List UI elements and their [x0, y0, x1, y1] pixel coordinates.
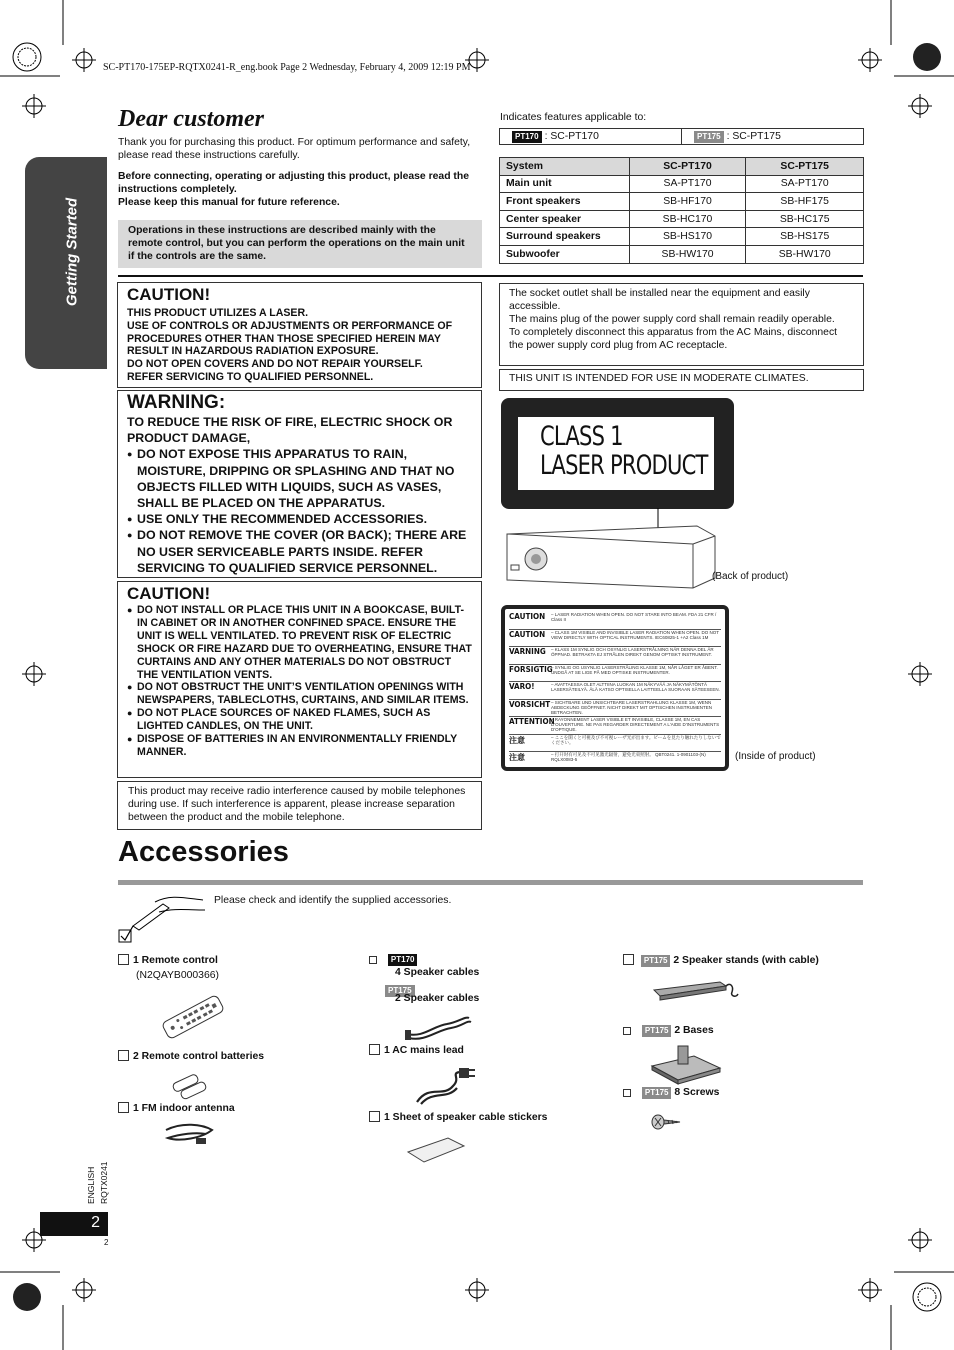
inside-of-product-caption: (Inside of product): [735, 751, 816, 762]
section-divider: [118, 275, 863, 277]
operations-note: Operations in these instructions are described mainly with the remote control, but you can perform the operations on the main unit if the controls are the same.: [118, 220, 482, 268]
checkbox[interactable]: [369, 1044, 380, 1055]
table-row: [500, 158, 864, 176]
screws-label: 8 Screws: [674, 1087, 720, 1098]
warning-label-key: VARO!: [509, 682, 535, 691]
caution-bullet: ● DISPOSE OF BATTERIES IN AN ENVIRONMENTALLY FRIENDLY MANNER.: [127, 733, 472, 759]
pt170-badge: PT170: [512, 131, 542, 143]
warning-label-row: [509, 700, 721, 718]
remote-control-image: [160, 988, 226, 1046]
pt175-badge: PT175: [642, 1025, 672, 1037]
table-cell: SB-HF175: [746, 193, 864, 211]
pt175-badge: PT175: [642, 1087, 672, 1099]
remote-control-part-number: (N2QAYB000366): [136, 970, 219, 981]
pen-check-icon: [115, 892, 207, 946]
caution-line: USE OF CONTROLS OR ADJUSTMENTS OR PERFORMANCE OF: [127, 319, 453, 332]
fm-antenna-image: [162, 1120, 216, 1150]
warning-label-text: – SICHTBARE UND UNSICHTBARE LASERSTRAHLUNG KLASSE 1M, WENN ABDECKUNG GEÖFFNET. NICHT DIREKT MIT OPTISCHEN INSTRUMENTEN BETRACHTEN.: [551, 699, 713, 715]
table-cell: Surround speakers: [500, 228, 630, 246]
stickers-item: [369, 1111, 547, 1123]
table-cell: SC-PT170: [629, 158, 746, 176]
base-image: [648, 1042, 724, 1088]
product-back-illustration: [503, 508, 723, 592]
warning-label-row: [509, 735, 721, 753]
pt175-legend: [681, 129, 863, 144]
table-cell: System: [500, 158, 630, 176]
checkbox[interactable]: [369, 1111, 380, 1122]
small-page-number: 2: [104, 1238, 109, 1247]
fm-antenna-item: [118, 1102, 235, 1114]
speaker-cables-pt175-label: 2 Speaker cables: [395, 993, 480, 1004]
checkbox[interactable]: [118, 1050, 129, 1061]
remote-control-label: 1 Remote control: [133, 955, 218, 966]
accessories-divider: [118, 880, 863, 885]
caution-line: THIS PRODUCT UTILIZES A LASER.: [127, 307, 309, 319]
language-label: ENGLISH: [86, 1166, 96, 1204]
climate-note: THIS UNIT IS INTENDED FOR USE IN MODERATE CLIMATES.: [499, 369, 864, 391]
warning-label-key: VARNING: [509, 647, 546, 656]
table-cell: SB-HW170: [629, 245, 746, 263]
pt170-legend: [500, 129, 681, 144]
checkbox[interactable]: [623, 1027, 631, 1035]
table-row: [500, 193, 864, 211]
warning-label-row: [509, 752, 721, 770]
screws-item: [623, 1087, 719, 1099]
ac-mains-lead-label: 1 AC mains lead: [384, 1045, 464, 1056]
table-row: [500, 175, 864, 193]
keep-manual-note: Please keep this manual for future reference.: [118, 197, 340, 208]
checkbox[interactable]: [623, 954, 634, 965]
checkbox[interactable]: [623, 1089, 631, 1097]
interference-note: This product may receive radio interference caused by mobile telephones during use. If such interference is apparent, please increase separation between the product and the mobile telephone.: [117, 781, 482, 830]
laser-label-line1: CLASS 1: [540, 421, 623, 452]
features-label: Indicates features applicable to:: [500, 112, 647, 123]
read-instructions-note: Before connecting, operating or adjusting this product, please read the instructions completely.: [118, 171, 470, 195]
table-cell: SA-PT170: [629, 175, 746, 193]
accessories-heading: Accessories: [118, 836, 289, 868]
table-cell: SC-PT175: [746, 158, 864, 176]
warning-label-key: ATTENTION: [509, 717, 555, 726]
speaker-cables-pt170-label: 4 Speaker cables: [395, 967, 480, 978]
warning-label-text: – CLASS 1M VISIBLE AND INVISIBLE LASER RADIATION WHEN OPEN. DO NOT VIEW DIRECTLY WITH OPTICAL INSTRUMENTS. IEC60825-1 +A2 Class 1M: [551, 629, 719, 640]
warning-label-key: CAUTION: [509, 629, 546, 639]
accessories-intro: Please check and identify the supplied accessories.: [214, 895, 452, 906]
speaker-stands-item: [623, 954, 819, 967]
pt175-badge: PT175: [385, 985, 415, 997]
warning-label-text: – ここを開くと可視及び不可視レーザ光が出ます。ビームを見たり触れたりしないでください。: [551, 734, 721, 745]
class1-laser-label-text: [518, 417, 714, 490]
remote-control-item: [118, 954, 218, 966]
stickers-label: 1 Sheet of speaker cable stickers: [384, 1112, 548, 1123]
warning-label-row: [509, 717, 721, 735]
page-number: 2: [40, 1212, 108, 1236]
warning-label-key: CAUTION: [509, 612, 546, 621]
system-spec-table: [499, 157, 864, 264]
pt170-badge: PT170: [388, 954, 418, 966]
caution-bullet: ● DO NOT INSTALL OR PLACE THIS UNIT IN A BOOKCASE, BUILT-IN CABINET OR IN ANOTHER CONFINED SPACE. ENSURE THE UNIT IS WELL VENTILATED. TO PREVENT RISK OF ELECTRIC SHOCK OR FIRE HAZARD DUE TO OVERHEATING, ENSURE THAT CURTAINS AND ANY OTHER MATERIALS DO NOT OBSTRUCT THE VENTILATION VENTS.: [127, 604, 472, 681]
speaker-stands-label: 2 Speaker stands (with cable): [673, 955, 819, 966]
table-cell: SB-HS170: [629, 228, 746, 246]
warning-label-text: – KLASS 1M SYNLIG OCH OSYNLIG LASERSTRÅLNING NÄR DENNA DEL ÄR ÖPPNAD. BETRAKTA EJ STRÅLEN DIREKT GENOM OPTISKT INSTRUMENT.: [551, 647, 714, 658]
caution-line: DO NOT OPEN COVERS AND DO NOT REPAIR YOURSELF.: [127, 358, 423, 371]
file-header-line: SC-PT170-175EP-RQTX0241-R_eng.book Page 2 Wednesday, February 4, 2009 12:19 PM: [103, 62, 471, 73]
bases-item: [623, 1025, 714, 1037]
batteries-image: [170, 1070, 214, 1100]
warning-box: [117, 390, 482, 578]
table-cell: Center speaker: [500, 210, 630, 228]
table-row: [500, 245, 864, 263]
model-legend: [499, 128, 864, 145]
warning-label-text: – LASER RADIATION WHEN OPEN. DO NOT STARE INTO BEAM. FDA 21 CFR / Class II: [551, 612, 717, 623]
sticker-sheet-image: [404, 1134, 468, 1164]
fm-antenna-label: 1 FM indoor antenna: [133, 1103, 235, 1114]
speaker-stand-image: [650, 976, 740, 1004]
table-cell: SB-HS175: [746, 228, 864, 246]
document-code: RQTX0241: [99, 1161, 109, 1204]
speaker-cables-item: [369, 954, 417, 966]
pt175-badge: PT175: [641, 955, 671, 967]
warning-label-row: [509, 630, 721, 648]
warning-label-key: VORSICHT: [509, 699, 551, 709]
warning-label-key: FORSIGTIG: [509, 664, 553, 674]
speaker-cables-image: [403, 1012, 473, 1042]
caution-line: REFER SERVICING TO QUALIFIED PERSONNEL.: [127, 370, 374, 383]
warning-label-row: [509, 647, 721, 665]
caution-title: CAUTION!: [127, 285, 211, 304]
checkbox[interactable]: [118, 954, 129, 965]
warning-title: WARNING:: [127, 392, 226, 413]
pt175-model: : SC-PT175: [726, 131, 781, 142]
screw-image: [650, 1112, 684, 1132]
warning-label-row: [509, 665, 721, 683]
warning-label-row: [509, 612, 721, 630]
warning-bullet: ● USE ONLY THE RECOMMENDED ACCESSORIES.: [127, 511, 472, 527]
warning-label-key: 注意: [509, 735, 525, 745]
warning-bullet: ● DO NOT EXPOSE THIS APPARATUS TO RAIN, MOISTURE, DRIPPING OR SPLASHING AND THAT NO OBJECTS FILLED WITH LIQUIDS, SUCH AS VASES, SHALL BE PLACED ON THE APPARATUS.: [127, 446, 472, 511]
warning-intro: TO REDUCE THE RISK OF FIRE, ELECTRIC SHOCK OR PRODUCT DAMAGE,: [127, 415, 453, 446]
laser-label-line2: LASER PRODUCT: [540, 450, 708, 481]
dear-customer-heading: Dear customer: [118, 106, 264, 132]
warning-label-row: [509, 682, 721, 700]
intro-text: Thank you for purchasing this product. For optimum performance and safety, please read these instructions carefully.: [118, 137, 471, 161]
ac-mains-lead-image: [413, 1064, 477, 1108]
table-cell: SB-HF170: [629, 193, 746, 211]
caution-line: PROCEDURES OTHER THAN THOSE SPECIFIED HEREIN MAY: [127, 332, 441, 345]
warning-bullet: ● DO NOT REMOVE THE COVER (OR BACK); THERE ARE NO USER SERVICEABLE PARTS INSIDE. REFER SERVICING TO QUALIFIED SERVICE PERSONNEL.: [127, 527, 472, 576]
ac-mains-lead-item: [369, 1044, 464, 1056]
table-cell: SB-HC170: [629, 210, 746, 228]
caution-title: CAUTION!: [127, 584, 211, 603]
back-of-product-caption: (Back of product): [712, 571, 789, 582]
table-row: [500, 228, 864, 246]
table-cell: SA-PT170: [746, 175, 864, 193]
table-cell: Subwoofer: [500, 245, 630, 263]
caution-bullet: ● DO NOT PLACE SOURCES OF NAKED FLAMES, SUCH AS LIGHTED CANDLES, ON THE UNIT.: [127, 707, 472, 733]
batteries-item: [118, 1050, 264, 1062]
table-row: [500, 210, 864, 228]
caution-laser-text: [127, 307, 472, 384]
table-cell: SB-HW170: [746, 245, 864, 263]
table-cell: SB-HC175: [746, 210, 864, 228]
warning-label-text: – SYNLIG OG USYNLIG LASERSTRÅLING KLASSE 1M, NÅR LÅGET ER ÅBENT. UNDGÅ AT SE LIGE PÅ MED OPTISKE INSTRUMENTER.: [551, 664, 718, 675]
checkbox[interactable]: [118, 1102, 129, 1113]
warning-label-text: – AVATTAESSA OLET ALTTIINA LUOKAN 1M NÄKYVÄÄ JA NÄKYMÄTÖNTÄ LASERSÄTEILYÄ. ÄLÄ KATSO OPTISELLA LAITTEELLA SUORAAN SÄTEESEEN.: [551, 682, 720, 693]
caution-ventilation-box: [117, 581, 482, 778]
pt175-badge: PT175: [694, 131, 724, 143]
inside-warning-label: [501, 605, 729, 771]
warning-label-text: – RAYONNEMENT LASER VISIBLE ET INVISIBLE, CLASSE 1M, EN CAS D'OUVERTURE. NE PAS REGARDER DIRECTEMENT A L'AIDE D'INSTRUMENTS D'OPTIQUE.: [551, 717, 720, 733]
warning-label-key: 注意: [509, 753, 525, 762]
caution-laser-box: [117, 282, 482, 388]
table-cell: Front speakers: [500, 193, 630, 211]
caution-line: RESULT IN HAZARDOUS RADIATION EXPOSURE.: [127, 345, 379, 358]
warning-label-text: – 打开时有可见及不可见激光辐射，避免光束照射。 QBT0241. 1-0901103-(N) RQLX0083-5: [551, 752, 706, 763]
socket-outlet-note: The socket outlet shall be installed near the equipment and easily accessible. The mains plug of the power supply cord shall remain readily operable. To completely disconnect this apparatus from the AC Mains, disconnect the power supply cord plug from AC receptacle.: [499, 283, 864, 366]
checkbox[interactable]: [369, 956, 377, 964]
table-cell: Main unit: [500, 175, 630, 193]
batteries-label: 2 Remote control batteries: [133, 1051, 265, 1062]
pt170-model: : SC-PT170: [544, 131, 599, 142]
bases-label: 2 Bases: [674, 1025, 714, 1036]
caution-bullet: ● DO NOT OBSTRUCT THE UNIT’S VENTILATION OPENINGS WITH NEWSPAPERS, TABLECLOTHS, CURTAINS, AND SIMILAR ITEMS.: [127, 681, 472, 707]
section-tab-label: Getting Started: [63, 197, 81, 307]
